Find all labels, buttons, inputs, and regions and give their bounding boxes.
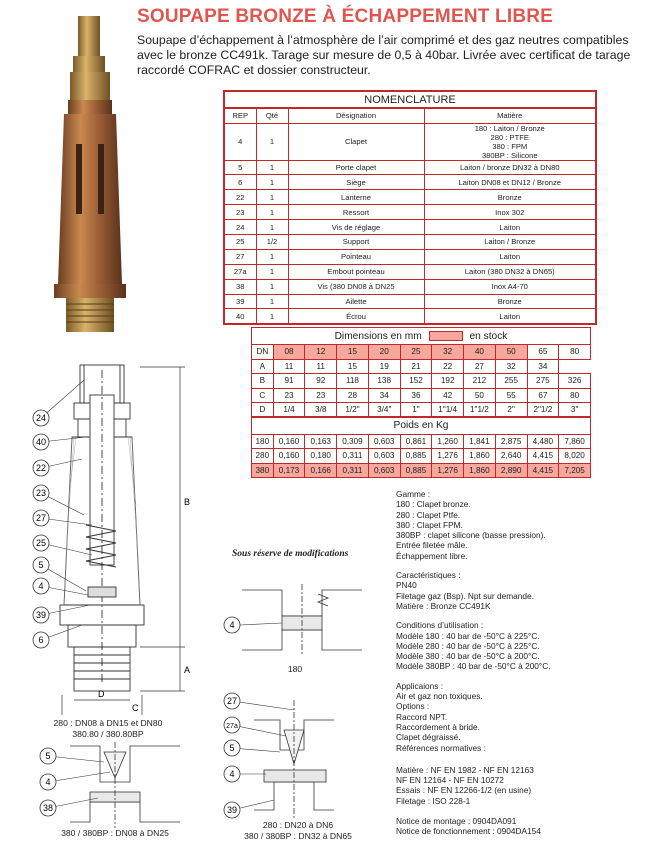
table-row <box>224 264 596 279</box>
valve-photo <box>40 14 150 336</box>
table-row <box>252 449 591 464</box>
table-cell: 65 <box>527 345 559 360</box>
table-cell: 1/2" <box>337 403 369 418</box>
table-cell: 23 <box>273 388 305 403</box>
callout-leader <box>41 380 84 418</box>
table-cell: 92 <box>305 374 337 389</box>
table-cell: 326 <box>559 374 591 389</box>
cell-designation: Pointeau <box>288 249 424 264</box>
notes-applications <box>396 681 641 753</box>
note-line: Filetage gaz (Bsp). Npt sur demande. <box>396 590 534 601</box>
table-row <box>252 359 591 374</box>
detail-180-drawing <box>222 580 382 660</box>
cell-designation: Clapet <box>288 123 424 160</box>
note-line: 180 : Clapet bronze. <box>396 499 471 510</box>
table-cell: 0,166 <box>305 463 337 478</box>
table-cell: 12 <box>305 345 337 360</box>
callout-leader <box>48 756 104 762</box>
table-cell: 0,309 <box>337 434 369 449</box>
table-cell: 27 <box>464 359 496 374</box>
row-label-cell: B <box>252 374 274 389</box>
table-cell: 2,890 <box>495 463 527 478</box>
table-cell: 4,415 <box>527 449 559 464</box>
table-cell: 8,020 <box>559 449 591 464</box>
table-cell: 40 <box>464 345 496 360</box>
matiere-line: 380 : FPM <box>492 141 528 151</box>
cell-rep: 27 <box>224 249 256 264</box>
col-rep: REP <box>224 108 256 123</box>
table-cell: 3/8 <box>305 403 337 418</box>
note-line: Options : <box>396 701 430 712</box>
table-cell: 34 <box>527 359 559 374</box>
cell-rep: 27a <box>224 264 256 279</box>
table-cell: 55 <box>495 388 527 403</box>
cell-qte: 1 <box>256 279 288 294</box>
table-row <box>224 294 596 309</box>
callout-label: 5 <box>229 743 235 753</box>
notes-conditions <box>396 620 641 671</box>
dim-letter-c: C <box>132 703 139 713</box>
caption-bottom-left: 380 / 380BP : DN08 à DN25 <box>61 828 169 838</box>
note-line: Modèle 180 : 40 bar de -50°C à 225°C. <box>396 630 540 641</box>
table-row <box>252 374 591 389</box>
table-row <box>252 463 591 478</box>
cell-qte: 1 <box>256 220 288 235</box>
table-cell: 36 <box>400 388 432 403</box>
table-row <box>224 205 596 220</box>
cell-designation: Porte clapet <box>288 160 424 175</box>
note-line: Notice de montage : 0904DA091 <box>396 816 517 827</box>
note-line: Air et gaz non toxiques. <box>396 691 483 702</box>
table-cell: 0,173 <box>273 463 305 478</box>
callout-label: 27 <box>35 513 47 523</box>
notes-notices <box>396 816 641 837</box>
table-cell: 1/4 <box>273 403 305 418</box>
table-cell: 67 <box>527 388 559 403</box>
note-line: PN40 <box>396 580 417 591</box>
table-cell: 20 <box>368 345 400 360</box>
callout-label: 22 <box>35 463 47 473</box>
col-designation: Désignation <box>288 108 424 123</box>
table-cell: 118 <box>337 374 369 389</box>
cell-rep: 22 <box>224 190 256 205</box>
note-line: Filetage : ISO 228-1 <box>396 795 471 806</box>
table-cell: 1,841 <box>464 434 496 449</box>
table-cell: 32 <box>432 345 464 360</box>
cell-qte: 1 <box>256 264 288 279</box>
table-cell: 0,885 <box>400 449 432 464</box>
note-line: Applicaions : <box>396 680 444 691</box>
callout-label: 39 <box>35 610 47 620</box>
table-cell: 15 <box>337 345 369 360</box>
table-cell: 2"1/2 <box>527 403 559 418</box>
callout-leader <box>232 701 294 710</box>
weights-body <box>252 434 591 478</box>
callout-label: 24 <box>35 413 47 423</box>
callout-label: 5 <box>38 560 44 570</box>
table-row <box>224 160 596 175</box>
cell-rep: 5 <box>224 160 256 175</box>
cell-designation: Siège <box>288 175 424 190</box>
caption-bottom-right-1: 280 : DN20 à DN6 <box>262 820 334 830</box>
cell-qte: 1 <box>256 205 288 220</box>
table-cell: 1,276 <box>432 449 464 464</box>
table-cell: 192 <box>432 374 464 389</box>
table-row <box>224 175 596 190</box>
table-cell: 50 <box>495 345 527 360</box>
table-row <box>252 403 591 418</box>
table-cell: 1"1/4 <box>432 403 464 418</box>
table-cell: 22 <box>432 359 464 374</box>
table-cell: 0,603 <box>368 463 400 478</box>
note-line: 380BP : clapet silicone (basse pression). <box>396 530 546 541</box>
table-cell: 2,875 <box>495 434 527 449</box>
cell-matiere: Laiton / Bronze <box>424 234 596 249</box>
detail-380-small-drawing <box>30 742 190 828</box>
cell-qte: 1 <box>256 190 288 205</box>
table-cell: 212 <box>464 374 496 389</box>
row-label-cell: A <box>252 359 274 374</box>
dimensions-title-cell <box>252 328 591 345</box>
cell-designation: Embout pointeau <box>288 264 424 279</box>
caption-bottom-right-2: 380 / 380BP : DN32 à DN65 <box>244 831 352 841</box>
table-row <box>252 345 591 360</box>
cell-matiere: Inox A4-70 <box>424 279 596 294</box>
cell-qte: 1 <box>256 309 288 324</box>
cell-qte: 1/2 <box>256 234 288 249</box>
intro-text: Soupape d’échappement à l’atmosphère de l’air comprimé et des gaz neutres compatibles avec le bronze CC491k. Tarage sur mesure de 0,5 à 40bar. Livrée avec certificat de tarage raccordé COFRAC et dossier constructeur. <box>137 33 631 77</box>
table-cell: 2,640 <box>495 449 527 464</box>
cell-matiere: Bronze <box>424 294 596 309</box>
note-line: 280 : Clapet Ptfe. <box>396 509 461 520</box>
cell-matiere: Laiton DN08 et DN12 / Bronze <box>424 175 596 190</box>
callout-leader <box>48 772 110 782</box>
dimensions-body <box>252 345 591 418</box>
cell-rep: 38 <box>224 279 256 294</box>
matiere-line: 380BP : Silicone <box>481 150 538 160</box>
table-cell: 152 <box>400 374 432 389</box>
table-cell: 25 <box>400 345 432 360</box>
main-callouts <box>33 380 92 648</box>
callout-label: 38 <box>42 803 54 813</box>
cell-rep: 4 <box>224 123 256 160</box>
note-line: Échappement libre. <box>396 550 468 561</box>
callout-label: 39 <box>226 805 238 815</box>
cell-designation: Support <box>288 234 424 249</box>
note-line: Essais : NF EN 12266-1/2 (en usine) <box>396 785 532 796</box>
note-line: Entrée filetée mâle. <box>396 540 468 551</box>
table-cell: 0,603 <box>368 449 400 464</box>
callout-label: 27 <box>226 696 238 706</box>
cell-matiere: Laiton <box>424 309 596 324</box>
cell-rep: 6 <box>224 175 256 190</box>
callout-label: 27a <box>226 723 238 730</box>
table-cell: 08 <box>273 345 305 360</box>
dim-letter-a: A <box>184 665 191 675</box>
callout-label: 25 <box>35 538 47 548</box>
main-caption-2: 380.80 / 380.80BP <box>72 729 144 739</box>
note-line: Matière : NF EN 1982 - NF EN 12163 <box>396 764 534 775</box>
note-line: NF EN 12164 - NF EN 10272 <box>396 775 504 786</box>
table-cell: 1,260 <box>432 434 464 449</box>
callout-label: 4 <box>229 769 235 779</box>
callout-label: 5 <box>45 751 51 761</box>
note-line: Conditions d’utilisation : <box>396 620 484 631</box>
table-row <box>224 123 596 160</box>
callout-label: 4 <box>38 581 44 591</box>
cell-designation: Lanterne <box>288 190 424 205</box>
table-cell: 0,160 <box>273 449 305 464</box>
table-row <box>224 234 596 249</box>
row-label-cell: C <box>252 388 274 403</box>
cell-qte: 1 <box>256 123 288 160</box>
dimensions-table <box>251 327 591 478</box>
cell-qte: 1 <box>256 249 288 264</box>
cell-matiere: Laiton <box>424 220 596 235</box>
table-row <box>224 309 596 324</box>
note-line: Raccord NPT. <box>396 711 448 722</box>
note-line: Modèle 280 : 40 bar de -50°C à 225°C. <box>396 640 540 651</box>
br-callouts <box>224 693 294 818</box>
page-title: SOUPAPE BRONZE À ÉCHAPPEMENT LIBRE <box>137 6 554 27</box>
note-line: Caractéristiques : <box>396 570 461 581</box>
table-cell: 50 <box>464 388 496 403</box>
note-line: Références normatives : <box>396 742 486 753</box>
table-cell: 11 <box>273 359 305 374</box>
table-cell: 0,311 <box>337 449 369 464</box>
cell-designation: Écrou <box>288 309 424 324</box>
row-label-cell: 180 <box>252 434 274 449</box>
cell-rep: 25 <box>224 234 256 249</box>
cell-rep: 39 <box>224 294 256 309</box>
main-section-drawing <box>0 355 205 715</box>
cell-matiere: Laiton / bronze DN32 à DN80 <box>424 160 596 175</box>
note-line: Raccordement à bride. <box>396 721 480 732</box>
cell-qte: 1 <box>256 175 288 190</box>
table-cell: 1"1/2 <box>464 403 496 418</box>
weights-title: Poids en Kg <box>252 417 591 434</box>
table-cell: 0,603 <box>368 434 400 449</box>
notes-gamme <box>396 489 641 561</box>
table-row <box>224 279 596 294</box>
table-cell: 0,163 <box>305 434 337 449</box>
row-label-cell: 380 <box>252 463 274 478</box>
notes-panel <box>396 489 641 846</box>
note-line: Clapet dégraissé. <box>396 732 461 743</box>
note-line: Modèle 380 : 40 bar de -50°C à 200°C. <box>396 651 540 662</box>
table-cell: 1,860 <box>464 449 496 464</box>
table-cell: 21 <box>400 359 432 374</box>
row-label-cell: DN <box>252 345 274 360</box>
note-line: 380 : Clapet FPM. <box>396 519 463 530</box>
table-cell: 4,480 <box>527 434 559 449</box>
cell-rep: 24 <box>224 220 256 235</box>
table-row <box>224 190 596 205</box>
cell-qte: 1 <box>256 160 288 175</box>
table-row <box>252 434 591 449</box>
table-cell: 138 <box>368 374 400 389</box>
callout-label: 23 <box>35 488 47 498</box>
note-line: Modèle 380BP : 40 bar de -50°C à 200°C. <box>396 661 551 672</box>
table-cell: 34 <box>368 388 400 403</box>
table-cell: 0,160 <box>273 434 305 449</box>
cell-designation: Ressort <box>288 205 424 220</box>
table-cell: 7,205 <box>559 463 591 478</box>
notes-caracteristiques <box>396 570 641 611</box>
matiere-line: 280 : PTFE <box>490 132 529 142</box>
nomenclature-title: NOMENCLATURE <box>224 91 596 108</box>
table-cell: 15 <box>337 359 369 374</box>
main-caption-1: 280 : DN08 à DN15 et DN80 <box>53 718 163 728</box>
cell-designation: Vis (380 DN08 à DN25 <box>288 279 424 294</box>
table-cell: 0,180 <box>305 449 337 464</box>
reserve-note: Sous réserve de modifications <box>232 549 349 559</box>
cell-designation: Vis de réglage <box>288 220 424 235</box>
stock-legend-swatch <box>429 331 463 341</box>
table-cell: 3/4" <box>368 403 400 418</box>
table-cell: 255 <box>495 374 527 389</box>
col-matiere: Matière <box>424 108 596 123</box>
table-cell: 7,860 <box>559 434 591 449</box>
callout-label: 4 <box>45 777 51 787</box>
dim-letter-d: D <box>98 689 105 699</box>
bl-callouts <box>40 748 110 816</box>
table-cell: 23 <box>305 388 337 403</box>
note-line: Matière : Bronze CC491K <box>396 600 491 611</box>
table-cell: 4,415 <box>527 463 559 478</box>
table-cell: 3" <box>559 403 591 418</box>
table-cell: 19 <box>368 359 400 374</box>
table-cell: 11 <box>305 359 337 374</box>
table-cell: 91 <box>273 374 305 389</box>
cell-matiere <box>424 123 596 160</box>
cell-rep: 23 <box>224 205 256 220</box>
cell-matiere: Laiton (380 DN32 à DN65) <box>424 264 596 279</box>
cell-qte: 1 <box>256 294 288 309</box>
table-cell: 32 <box>495 359 527 374</box>
table-cell: 0,885 <box>400 463 432 478</box>
detail-380-large-drawing <box>214 690 344 820</box>
table-cell: 1,860 <box>464 463 496 478</box>
callout-label: 40 <box>35 437 47 447</box>
notes-normes <box>396 765 641 806</box>
table-cell: 0,861 <box>400 434 432 449</box>
dim-letter-b: B <box>184 497 191 507</box>
table-row <box>252 388 591 403</box>
table-row <box>224 220 596 235</box>
row-label-cell: 280 <box>252 449 274 464</box>
matiere-line: 180 : Laiton / Bronze <box>474 123 545 133</box>
table-cell: 275 <box>527 374 559 389</box>
table-cell: 0,311 <box>337 463 369 478</box>
cell-designation: Ailette <box>288 294 424 309</box>
note-line: Notice de fonctionnement : 0904DA154 <box>396 826 541 837</box>
table-row <box>224 249 596 264</box>
cell-matiere: Inox 302 <box>424 205 596 220</box>
table-cell: 80 <box>559 345 591 360</box>
callout-label: 6 <box>38 635 44 645</box>
note-line: Gamme : <box>396 489 431 499</box>
cell-matiere: Bronze <box>424 190 596 205</box>
table-cell: 1,276 <box>432 463 464 478</box>
table-cell: 42 <box>432 388 464 403</box>
nomenclature-table <box>223 90 597 325</box>
table-cell: 80 <box>559 388 591 403</box>
table-cell: 28 <box>337 388 369 403</box>
table-cell: 2" <box>495 403 527 418</box>
cell-rep: 40 <box>224 309 256 324</box>
table-cell: 1" <box>400 403 432 418</box>
col-qte: Qté <box>256 108 288 123</box>
row-label-cell: D <box>252 403 274 418</box>
label-180: 180 <box>287 664 303 674</box>
callout-180-4: 4 <box>229 620 235 630</box>
stock-legend-label: en stock <box>469 330 508 342</box>
cell-matiere: Laiton <box>424 249 596 264</box>
dimensions-title: Dimensions en mm <box>334 330 422 342</box>
